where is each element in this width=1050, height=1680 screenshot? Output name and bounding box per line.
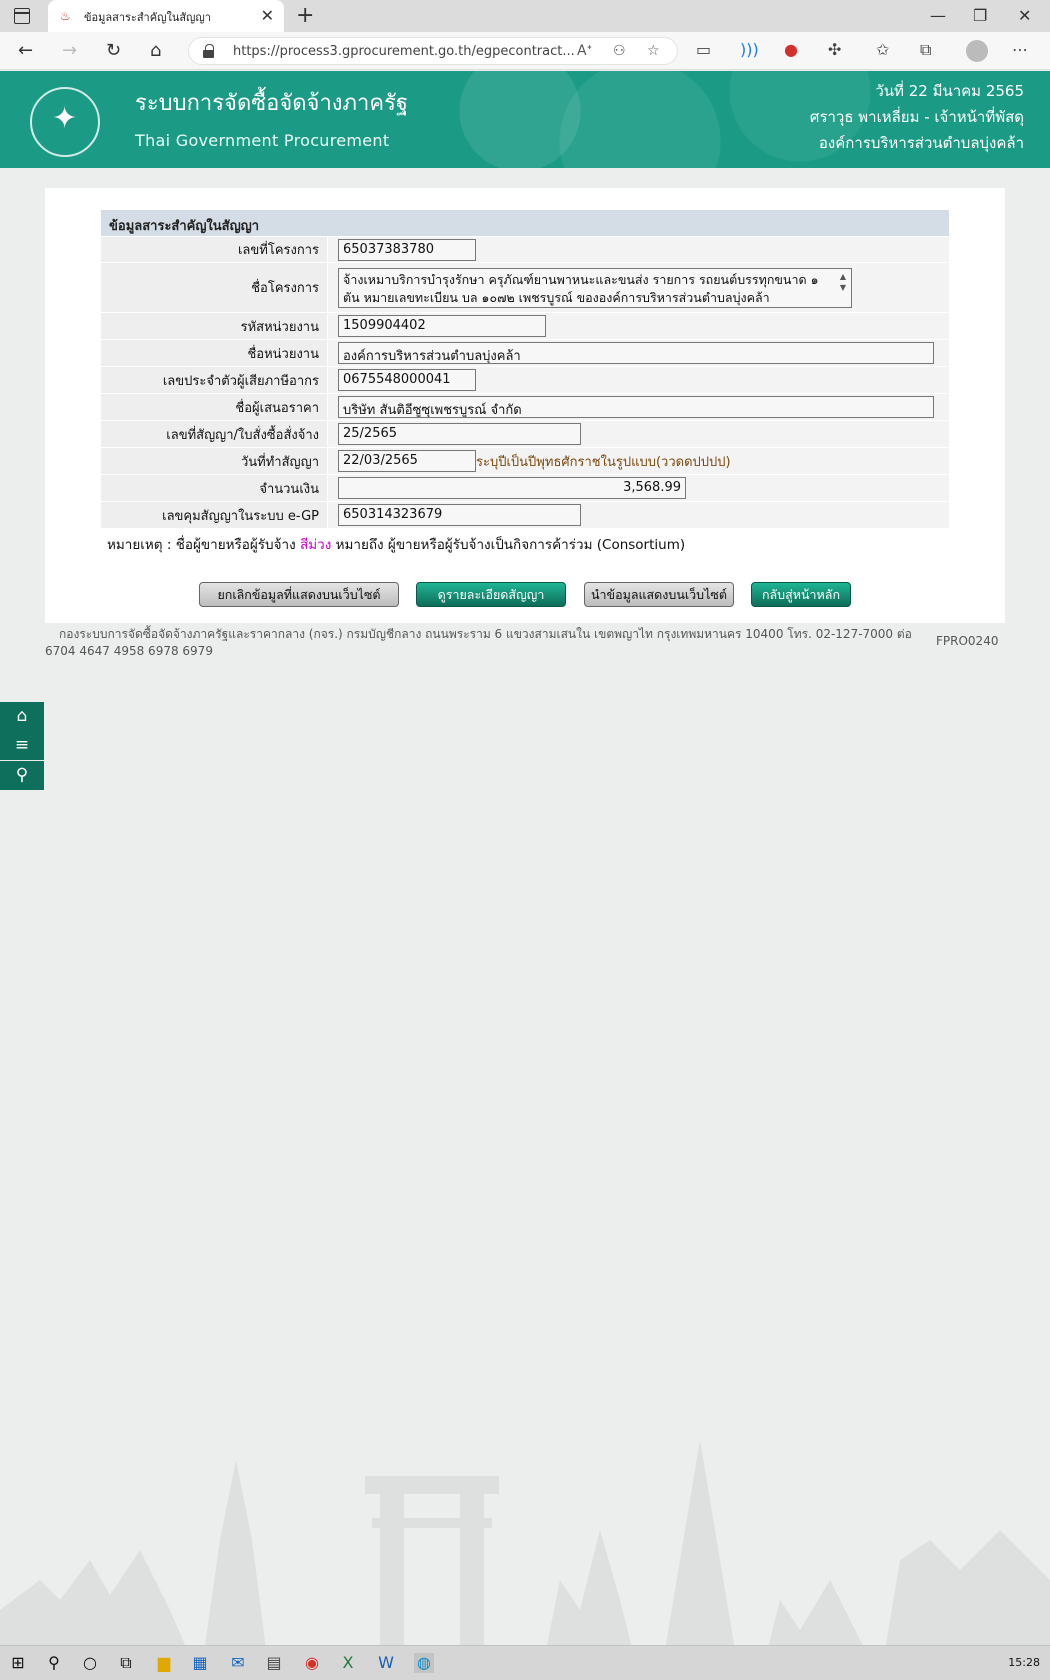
field-label: ชื่อหน่วยงาน	[247, 346, 319, 362]
browser-tab-bar	[0, 0, 1050, 32]
field-row-contract-date	[101, 447, 949, 474]
extension-icon[interactable]: ▭	[696, 40, 712, 59]
field-label: เลขประจำตัวผู้เสียภาษีอากร	[162, 373, 319, 389]
extension-m-icon[interactable]: ●	[784, 40, 798, 59]
site-header	[0, 71, 1050, 168]
contract-number-field[interactable]: 25/2565	[338, 423, 581, 445]
forward-icon[interactable]: →	[62, 40, 78, 61]
cancel-display-button[interactable]: ยกเลิกข้อมูลที่แสดงบนเว็บไซต์	[199, 582, 399, 607]
field-label: ชื่อผู้เสนอราคา	[235, 400, 319, 416]
mail-icon[interactable]: ✉	[231, 1653, 245, 1672]
site-favicon-icon: ♨	[60, 9, 71, 23]
side-search-icon[interactable]: ⚲	[0, 761, 44, 790]
lock-icon	[203, 44, 214, 57]
tax-id-field[interactable]: 0675548000041	[338, 369, 476, 391]
amount-field[interactable]: 3,568.99	[338, 477, 686, 499]
project-name-textarea[interactable]	[338, 268, 852, 308]
field-label: เลขที่สัญญา/ใบสั่งซื้อสั่งจ้าง	[166, 427, 319, 443]
excel-icon[interactable]: X	[342, 1653, 354, 1672]
tab-title: ข้อมูลสาระสำคัญในสัญญา	[84, 11, 211, 24]
profile-avatar[interactable]	[966, 40, 988, 62]
field-row-agency-code	[101, 312, 949, 339]
close-tab-icon[interactable]: ✕	[260, 6, 274, 25]
site-title-th: ระบบการจัดซื้อจัดจ้างภาครัฐ	[135, 91, 409, 116]
field-label: เลขคุมสัญญาในระบบ e-GP	[162, 508, 319, 524]
action-buttons	[45, 582, 1005, 608]
more-menu-icon[interactable]: ⋯	[1012, 40, 1028, 59]
taskbar-search-icon[interactable]: ⚲	[48, 1653, 60, 1672]
store-icon[interactable]: ▦	[192, 1653, 208, 1672]
taskbar-clock: 15:28	[1008, 1656, 1040, 1669]
window-close-icon[interactable]: ✕	[1018, 6, 1032, 25]
side-home-icon[interactable]: ⌂	[0, 702, 44, 731]
file-explorer-icon[interactable]: ▆	[157, 1653, 171, 1672]
browser-tab[interactable]	[48, 0, 284, 32]
side-menu-icon[interactable]: ≡	[0, 731, 44, 760]
note-highlight: สีม่วง	[299, 537, 332, 553]
home-button[interactable]: กลับสู่หน้าหลัก	[751, 582, 851, 607]
tab-actions-icon[interactable]	[14, 8, 30, 24]
field-label: ชื่อโครงการ	[251, 281, 319, 296]
back-icon[interactable]: ←	[18, 40, 34, 61]
field-label: เลขที่โครงการ	[237, 243, 319, 258]
footer-address: กองระบบการจัดซื้อจัดจ้างภาครัฐและราคากลาง (กจร.) กรมบัญชีกลาง ถนนพระราม 6 แขวงสามเสนใน เขตพญาไท กรุงเทพมหานคร 10400 โทร. 02-127-7000 ต่อ 6704 4647 4958 6978 6979	[45, 627, 912, 658]
address-bar[interactable]	[188, 37, 678, 65]
chrome-icon[interactable]: ◉	[305, 1653, 319, 1672]
government-logo-icon	[30, 87, 100, 157]
header-date: วันที่ 22 มีนาคม 2565	[875, 82, 1024, 100]
date-format-hint: ระบุปีเป็นปีพุทธศักราชในรูปแบบ(ววดดปปปป)	[476, 454, 731, 470]
refresh-icon[interactable]: ↻	[106, 40, 122, 61]
note-prefix: หมายเหตุ : ชื่อผู้ขายหรือผู้รับจ้าง	[107, 537, 296, 553]
field-row-project-number	[101, 236, 949, 262]
contract-summary-form	[101, 210, 949, 555]
minimize-icon[interactable]: —	[930, 6, 946, 25]
favorites-icon[interactable]: ✩	[876, 40, 890, 59]
project-name-text: จ้างเหมาบริการบำรุงรักษา ครุภัณฑ์ยานพาหนะและขนส่ง รายการ รถยนต์บรรทุกขนาด ๑ ตัน หมายเลขทะเบียน บล ๑๐๗๒ เพชรบูรณ์ ขององค์การบริหารส่วนตำบลบุ่งคล้า	[343, 271, 819, 305]
form-heading: ข้อมูลสาระสำคัญในสัญญา	[101, 210, 949, 236]
collections-icon[interactable]: ⧉	[920, 40, 932, 59]
textarea-scroll-icon[interactable]: ▲ ▼	[839, 271, 847, 292]
extension-wave-icon[interactable]: )))	[740, 40, 759, 59]
new-tab-icon[interactable]: +	[296, 3, 315, 28]
field-row-egp-control-number	[101, 501, 949, 528]
add-favorite-icon[interactable]: ☆	[647, 43, 660, 59]
field-label: วันที่ทำสัญญา	[240, 454, 319, 470]
temple-skyline-background	[0, 1380, 1050, 1680]
restore-icon[interactable]: ❐	[973, 6, 988, 25]
project-number-field[interactable]: 65037383780	[338, 239, 476, 261]
site-title-en: Thai Government Procurement	[135, 131, 390, 150]
consortium-note	[101, 533, 949, 555]
windows-taskbar	[0, 1645, 1050, 1680]
cortana-icon[interactable]: ○	[83, 1653, 97, 1672]
content-panel	[45, 188, 1005, 623]
page-code: FPRO0240	[936, 634, 999, 648]
task-view-icon[interactable]: ⧉	[120, 1653, 132, 1672]
agency-code-field[interactable]: 1509904402	[338, 315, 546, 337]
word-icon[interactable]: W	[378, 1653, 394, 1672]
view-contract-button[interactable]: ดูรายละเอียดสัญญา	[416, 582, 566, 607]
field-label: จำนวนเงิน	[259, 481, 319, 497]
windows-start-icon[interactable]: ⊞	[11, 1653, 25, 1672]
field-row-tax-id	[101, 366, 949, 393]
read-aloud-icon[interactable]: Aᐩ	[577, 43, 593, 59]
publish-button[interactable]: นำข้อมูลแสดงบนเว็บไซต์	[584, 582, 734, 607]
calculator-icon[interactable]: ▤	[266, 1653, 282, 1672]
profile-share-icon[interactable]: ⚇	[613, 43, 626, 59]
contract-date-field[interactable]: 22/03/2565	[338, 450, 476, 472]
egp-control-number-field[interactable]: 650314323679	[338, 504, 581, 526]
field-row-bidder-name	[101, 393, 949, 420]
header-org: องค์การบริหารส่วนตำบลบุ่งคล้า	[818, 134, 1024, 152]
edge-icon[interactable]: ◍	[414, 1653, 434, 1673]
field-row-agency-name	[101, 339, 949, 366]
field-row-amount	[101, 474, 949, 501]
extensions-icon[interactable]: ✣	[828, 40, 842, 59]
home-browser-icon[interactable]: ⌂	[150, 40, 162, 61]
field-row-project-name	[101, 262, 949, 312]
field-label: รหัสหน่วยงาน	[240, 319, 319, 335]
note-suffix: หมายถึง ผู้ขายหรือผู้รับจ้างเป็นกิจการค้าร่วม (Consortium)	[335, 537, 686, 553]
browser-toolbar	[0, 32, 1050, 70]
bidder-name-field[interactable]: บริษัท สันติอีซูซุเพชรบูรณ์ จำกัด	[338, 396, 934, 418]
agency-name-field[interactable]: องค์การบริหารส่วนตำบลบุ่งคล้า	[338, 342, 934, 364]
url-text: https://process3.gprocurement.go.th/egpecontract...	[233, 44, 575, 59]
field-row-contract-number	[101, 420, 949, 447]
header-user: ศราวุธ พาเหลี่ยม - เจ้าหน้าที่พัสดุ	[809, 108, 1024, 126]
